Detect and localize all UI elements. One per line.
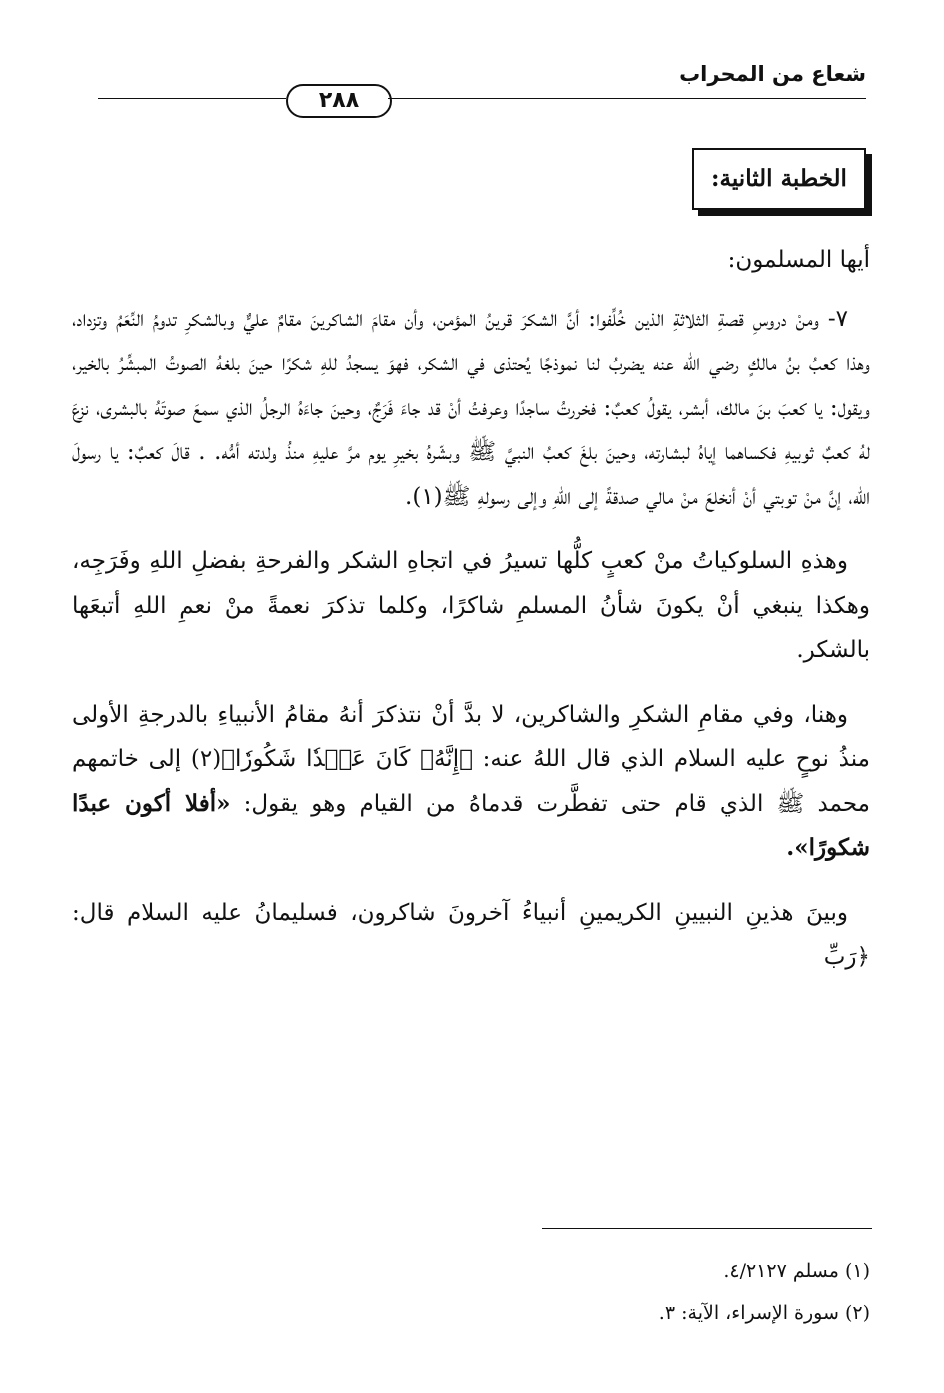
page-number: ٢٨٨ <box>286 84 392 118</box>
footnote-rule <box>542 1228 872 1229</box>
footnotes <box>72 1250 870 1334</box>
header-rule-left <box>98 98 286 99</box>
paragraph-1: ٧- ومنْ دروسِ قصةِ الثلاثةِ الذين خُلِّفوا: أنَّ الشكرَ قرينُ المؤمن، وأن مقامَ الشاكرينَ مقامٌ عليٌّ وبالشكرِ تدومُ النِّعَمُ وتزداد، وهذا كعبُ بنُ مالكٍ رضي الله عنه يضربُ لنا نموذجًا يُحتذى في الشكر، فهوَ يسجدُ للهِ شكرًا حينَ بلغهُ الصوتُ المبشِّرُ بالخير، ويقول: يا كعبَ بنَ مالك، أبشر، يقولُ كعبٌ: فخررتُ ساجدًا وعرفتُ أنْ قد جاءَ فَرَجٌ، وحينَ جاءَهُ الرجلُ الذي سمعَ صوتَهُ بالبشرى، نزعَ لهُ كعبٌ ثوبيهِ فكساهما إياهُ لبشارته، وحينَ بلغَ كعبُ النبيَّ ﷺ وبشّرهُ بخيرِ يوم مرَّ عليهِ منذُ ولدته أمُّه. . قالَ كعبٌ: يا رسولَ الله، إنَّ منْ توبتي أنْ أنخلعَ منْ مالي صدقةً إلى اللهِ وإلى رسولهِ ﷺ(١). <box>72 305 870 510</box>
paragraph-3 <box>72 693 870 871</box>
header-rule-right <box>388 98 866 99</box>
section-title: الخطبة الثانية: <box>711 165 847 192</box>
salutation: أيها المسلمون: <box>727 247 870 273</box>
footnote-1: (١) مسلم ٤/٢١٢٧. <box>723 1260 870 1282</box>
paragraph-2: وهذهِ السلوكياتُ منْ كعبٍ كلُّها تسيرُ في اتجاهِ الشكر والفرحةِ بفضلِ اللهِ وفَرَجِه، وهكذا ينبغي أنْ يكونَ شأنُ المسلمِ شاكرًا، وكلما تذكرَ نعمةً منْ نعمِ اللهِ أتبعَها بالشكر. <box>72 548 870 663</box>
running-title: شعاع من المحراب <box>679 62 866 86</box>
footnote-2: (٢) سورة الإسراء، الآية: ٣. <box>658 1302 870 1324</box>
paragraph-3-text: وهنا، وفي مقامِ الشكرِ والشاكرين، لا بدَّ أنْ نتذكرَ أنهُ مقامُ الأنبياءِ بالدرجةِ الأولى منذُ نوحٍ عليه السلام الذي قال اللهُ عنه: ﴿إِنَّهُۥ كَانَ عَبۡدٗا شَكُورٗا﴾(٢) إلى خاتمهم محمد ﷺ الذي قام حتى تفطَّرت قدماهُ من القيام وهو يقول: <box>72 701 870 817</box>
hadith-quote: «أفلا أكون عبدًا شكورًا». <box>72 789 870 861</box>
section-title-box <box>692 148 866 210</box>
body-text <box>72 238 870 1000</box>
paragraph-4: وبينَ هذينِ النبيينِ الكريمينِ أنبياءُ آخرونَ شاكرون، فسليمانُ عليه السلام قال: ﴿رَبِّ <box>72 899 870 970</box>
